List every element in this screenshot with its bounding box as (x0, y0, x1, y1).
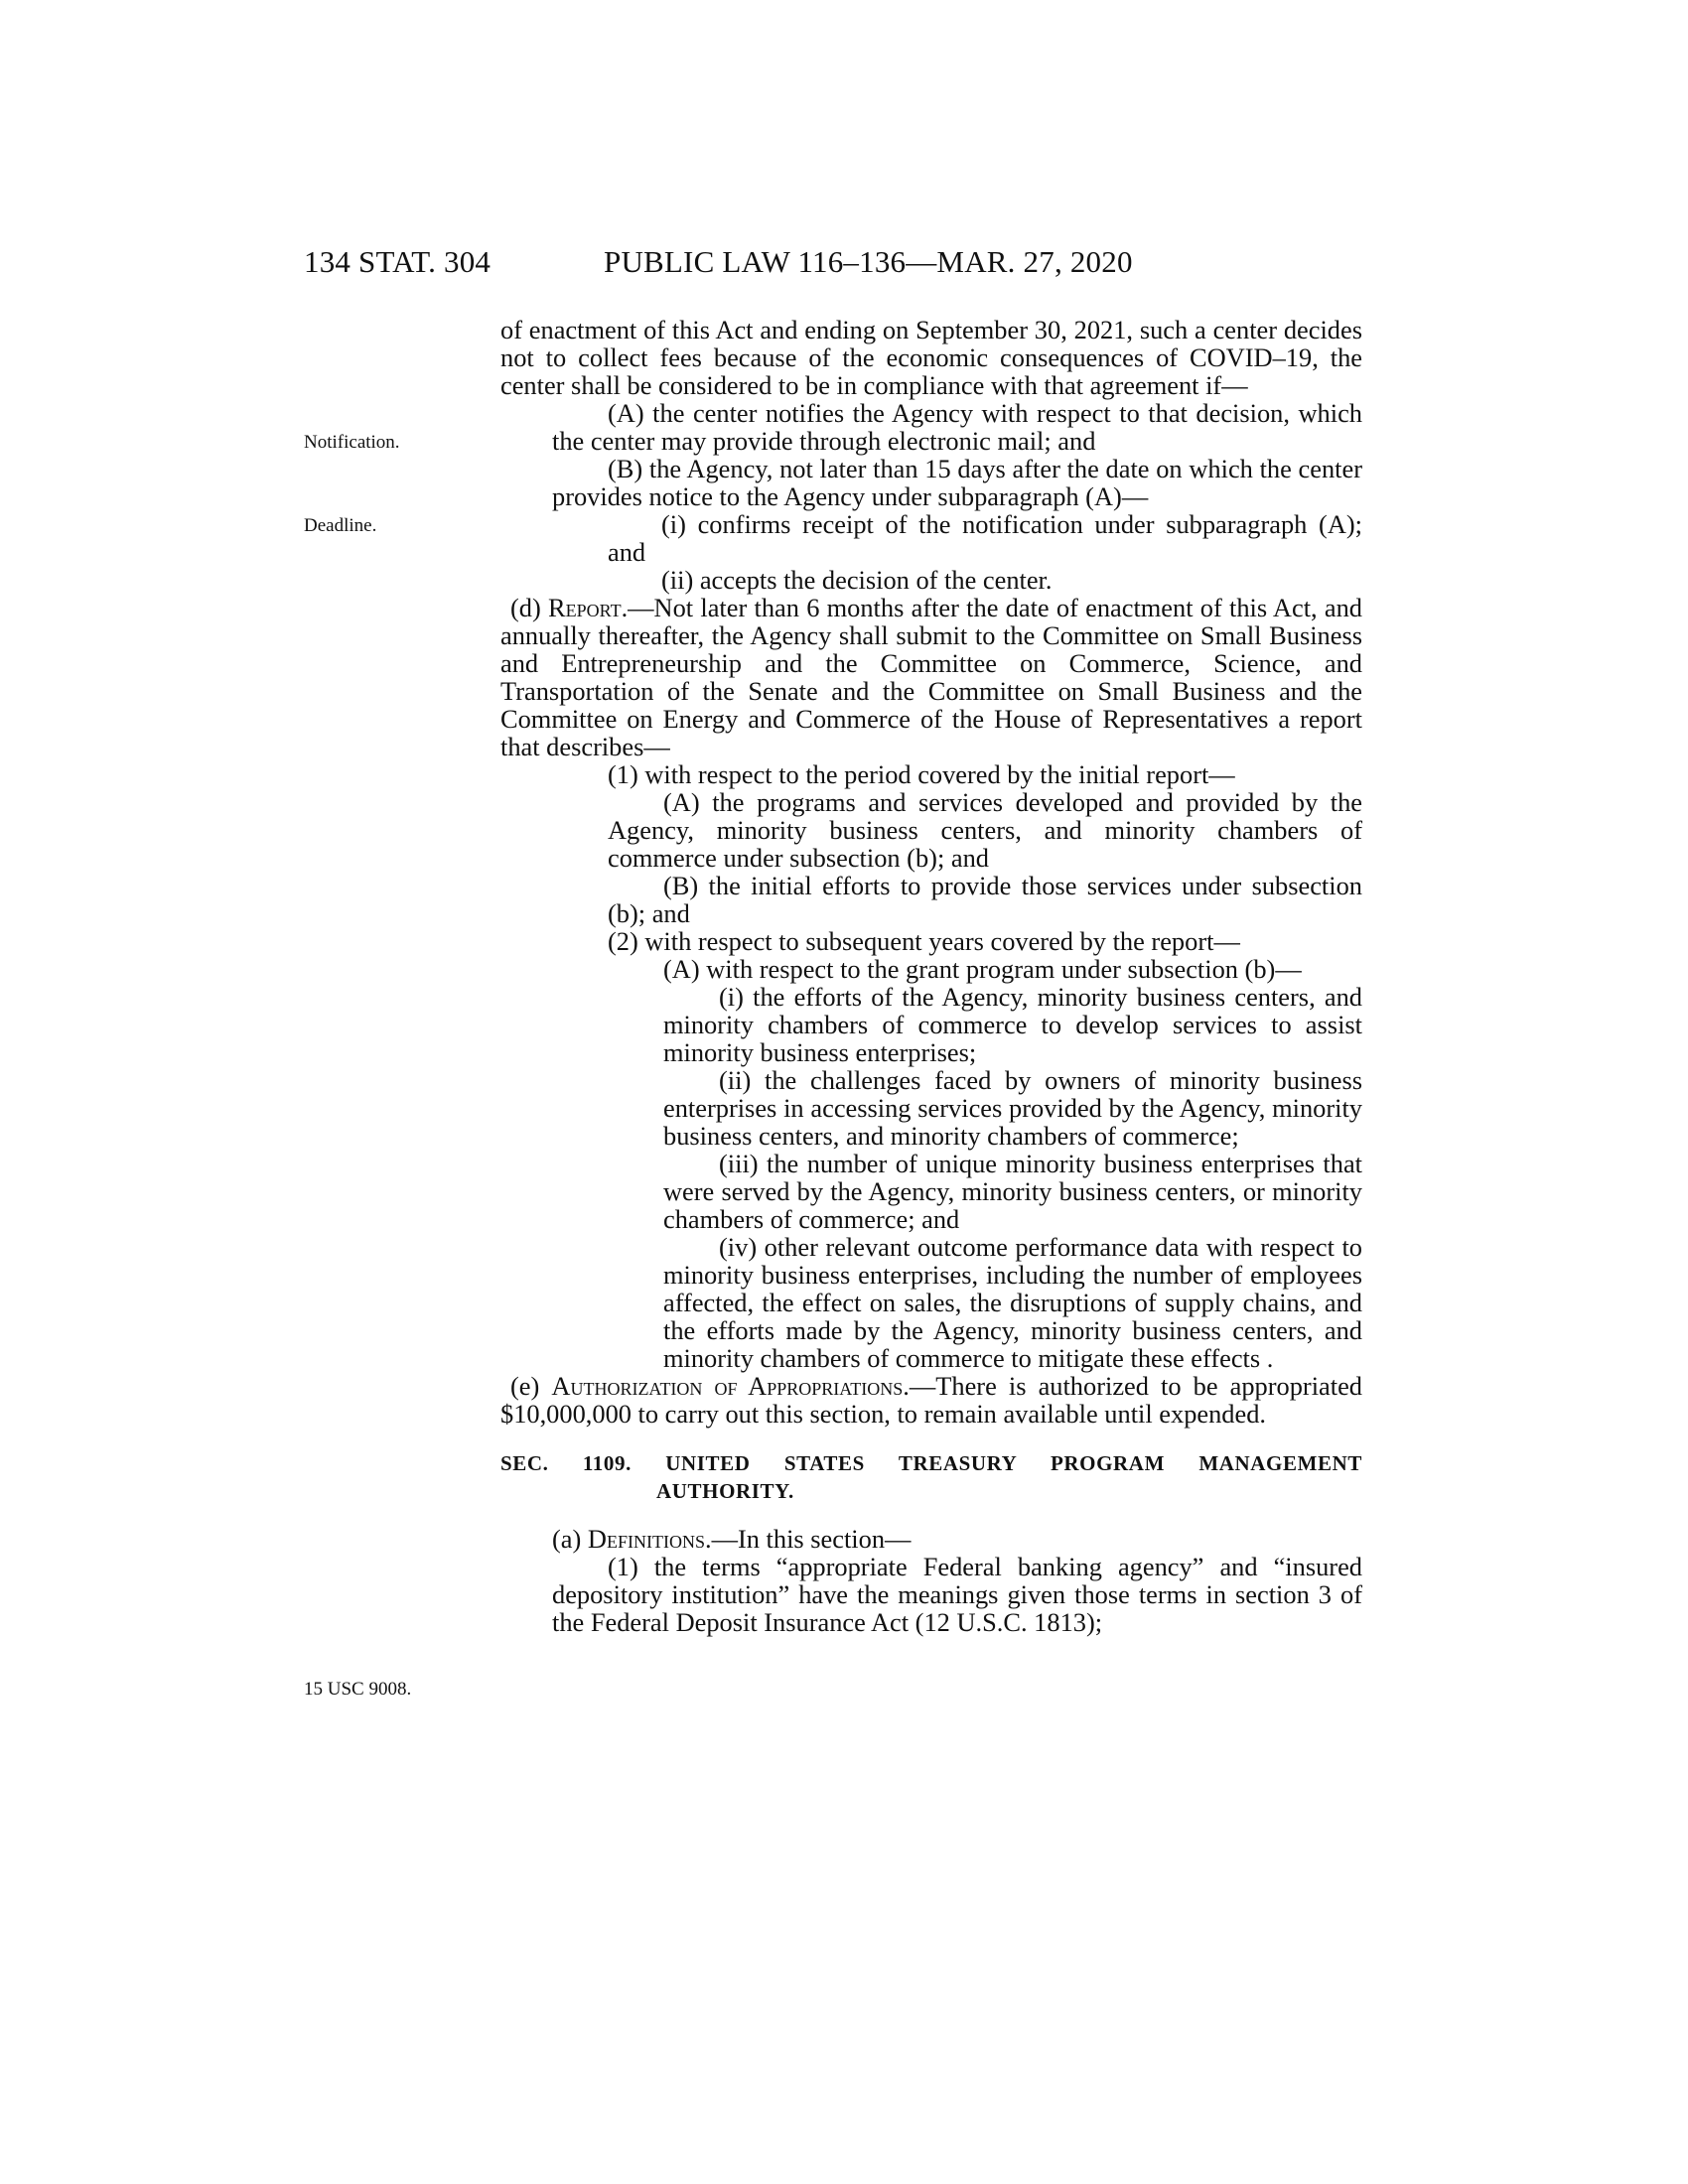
section-heading-line2: AUTHORITY. (656, 1479, 794, 1503)
subsection-d-heading: Report (548, 593, 622, 622)
page-header (304, 244, 1366, 284)
subsection-a-heading: Definitions (587, 1524, 705, 1554)
subsection-a-label: (a) (552, 1524, 582, 1554)
paragraph-d-1: (1) with respect to the period covered by the initial report— (608, 759, 1235, 789)
section-heading-line1: SEC. 1109. UNITED STATES TREASURY PROGRAM MANAGEMENT (500, 1451, 1362, 1475)
clause-c-B-i: (i) confirms receipt of the notification under subparagraph (A); and (608, 509, 1362, 567)
margin-note-notification: Notification. (304, 432, 400, 453)
subparagraph-d-1-B: (B) the initial efforts to provide those services under subsection (b); and (608, 871, 1362, 928)
subsection-d (500, 594, 1362, 760)
subsection-d-text: .—Not later than 6 months after the date of enactment of this Act, and annually thereafter, the Agency shall submit to the Committee on Small Business and Entrepreneurship and the Committee on Commerce, Science, and Transportation of the Senate and the Committee on Small Business and the Committee on Energy and Commerce of the House of Representatives a report that describes— (500, 593, 1362, 761)
subsection-d-label: (d) (510, 593, 541, 622)
subsection-e-label: (e) (510, 1371, 540, 1401)
subparagraph-c-A: (A) the center notifies the Agency with respect to that decision, which the center may provide through electronic mail; and (552, 398, 1362, 456)
clause-d-2-A-ii: (ii) the challenges faced by owners of minority business enterprises in accessing services provided by the Agency, minority business centers, and minority chambers of commerce; (663, 1065, 1362, 1151)
section-heading (500, 1449, 1362, 1505)
clause-d-2-A-iii: (iii) the number of unique minority business enterprises that were served by the Agency, minority business centers, or minority chambers of commerce; and (663, 1149, 1362, 1234)
subparagraph-d-1-A: (A) the programs and services developed and provided by the Agency, minority business centers, and minority chambers of commerce under subsection (b); and (608, 787, 1362, 873)
statute-text (500, 316, 1362, 1636)
subparagraph-c-B: (B) the Agency, not later than 15 days after the date on which the center provides notice to the Agency under subparagraph (A)— (552, 454, 1362, 511)
paragraph-intro: of enactment of this Act and ending on September 30, 2021, such a center decides not to collect fees because of the economic consequences of COVID–19, the center shall be considered to be in compliance with that agreement if— (500, 315, 1362, 400)
subsection-e-heading: Authorization of Appropriations (551, 1371, 904, 1401)
page-citation: 134 STAT. 304 (304, 244, 492, 279)
paragraph-a-1: (1) the terms “appropriate Federal banking agency” and “insured depository institution” have the meanings given those terms in section 3 of the Federal Deposit Insurance Act (12 U.S.C. 1813); (552, 1552, 1362, 1637)
subsection-a-text: .—In this section— (704, 1524, 912, 1554)
subparagraph-d-2-A: (A) with respect to the grant program under subsection (b)— (663, 954, 1302, 984)
subsection-a (500, 1525, 1362, 1553)
clause-c-B-ii: (ii) accepts the decision of the center. (661, 565, 1053, 595)
running-head: PUBLIC LAW 116–136—MAR. 27, 2020 (604, 244, 1133, 279)
subsection-e (500, 1372, 1362, 1428)
margin-note-deadline: Deadline. (304, 515, 377, 536)
margin-note-usc-cite: 15 USC 9008. (304, 1679, 412, 1700)
clause-d-2-A-iv: (iv) other relevant outcome performance data with respect to minority business enterprises, including the number of employees affected, the effect on sales, the disruptions of supply chains, and the efforts made by the Agency, minority business centers, and minority chambers of commerce to mitigate these effects . (663, 1232, 1362, 1373)
subsection-e-text: .—There is authorized to be appropriated $10,000,000 to carry out this section, to remain available until expended. (500, 1371, 1362, 1429)
paragraph-d-2: (2) with respect to subsequent years covered by the report— (608, 926, 1240, 956)
clause-d-2-A-i: (i) the efforts of the Agency, minority business centers, and minority chambers of commerce to develop services to assist minority business enterprises; (663, 982, 1362, 1067)
